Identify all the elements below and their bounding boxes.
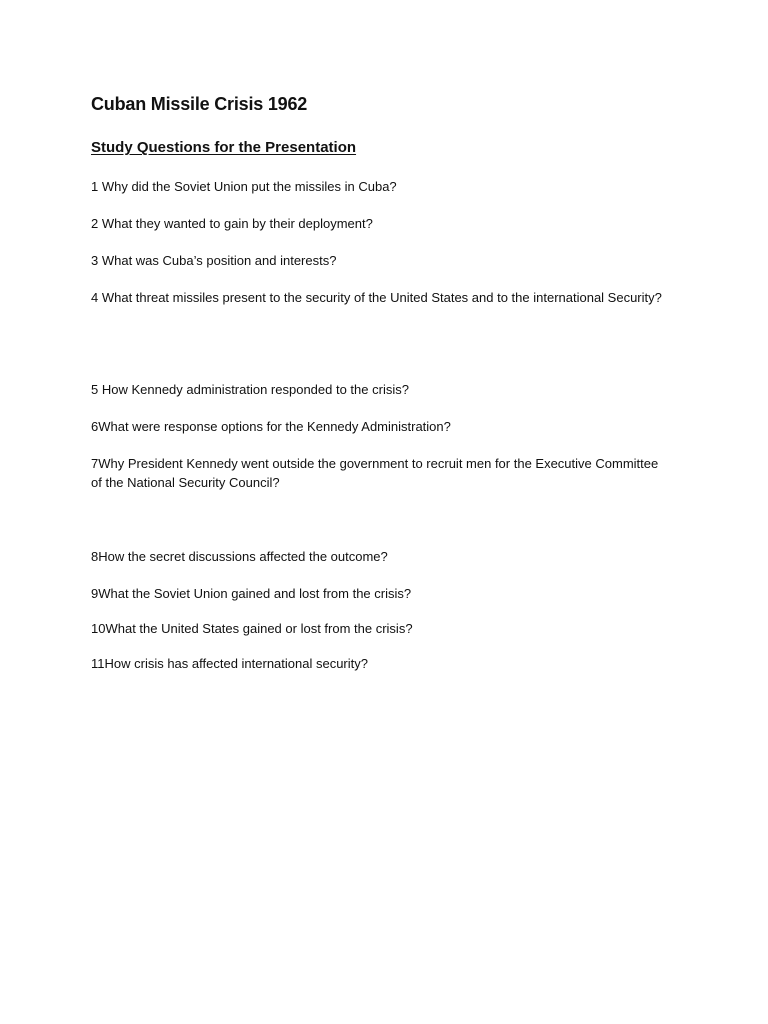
question-5: 5 How Kennedy administration responded to the crisis? (91, 382, 409, 397)
document-subtitle: Study Questions for the Presentation (91, 139, 357, 156)
question-8: 8How the secret discussions affected the outcome? (91, 549, 388, 564)
question-11: 11How crisis has affected international security? (91, 656, 368, 671)
question-9: 9What the Soviet Union gained and lost from the crisis? (91, 586, 412, 601)
question-7: 7Why President Kennedy went outside the government to recruit men for the Executive Committee of the National Security Council? (91, 456, 659, 490)
question-3: 3 What was Cuba’s position and interests? (91, 253, 337, 268)
question-6: 6What were response options for the Kennedy Administration? (91, 419, 451, 434)
question-4: 4 What threat missiles present to the security of the United States and to the international Security? (91, 290, 662, 305)
question-1: 1 Why did the Soviet Union put the missiles in Cuba? (91, 179, 397, 194)
question-2: 2 What they wanted to gain by their deployment? (91, 216, 373, 231)
question-10: 10What the United States gained or lost from the crisis? (91, 621, 413, 636)
document-title: Cuban Missile Crisis 1962 (91, 94, 308, 114)
